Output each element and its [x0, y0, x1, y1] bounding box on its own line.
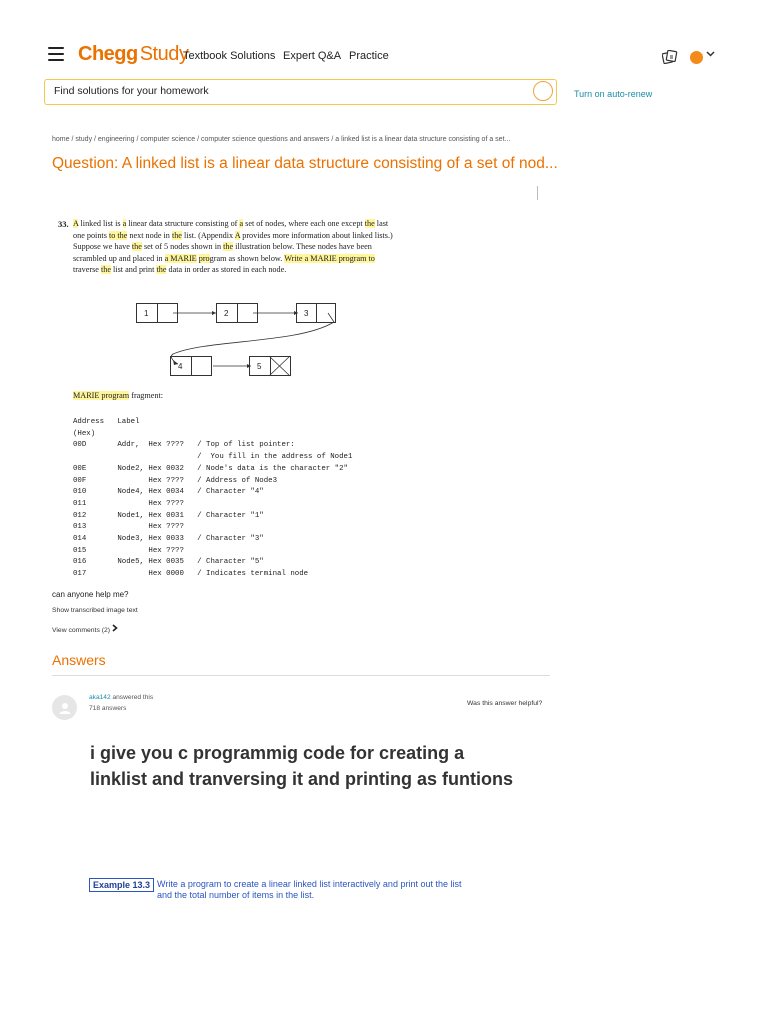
chevron-down-icon[interactable]: [706, 49, 715, 61]
code-line: 014 Node3, Hex 0033 / Character "3": [73, 535, 264, 544]
answerer-line: [89, 694, 153, 701]
view-comments-label: View comments (2): [52, 627, 111, 634]
cards-icon[interactable]: [662, 50, 678, 67]
answerer-username[interactable]: aka142: [89, 694, 111, 701]
example-text: Write a program to create a linear linked list interactively and print out the list and the total number of items in the list.: [157, 879, 462, 900]
answerer-avatar[interactable]: [52, 695, 77, 720]
chegg-study-logo[interactable]: [78, 43, 188, 66]
divider: [52, 675, 550, 676]
marie-program-label: MARIE program: [73, 391, 130, 400]
marie-fragment-suffix: fragment:: [129, 391, 164, 400]
code-line: 015 Hex ????: [73, 546, 184, 555]
question-image: [58, 214, 404, 586]
code-line: 011 Hex ????: [73, 499, 184, 508]
node-4-value: 4: [178, 362, 183, 371]
code-line: 00D Addr, Hex ???? / Top of list pointer:: [73, 441, 295, 450]
nav-textbook-solutions[interactable]: Textbook Solutions: [183, 50, 276, 62]
node-5: [249, 356, 291, 376]
code-line: 00F Hex ???? / Address of Node3: [73, 476, 278, 485]
node-1-value: 1: [144, 309, 149, 318]
node-4: [170, 356, 212, 376]
code-line: / You fill in the address of Node1: [73, 453, 353, 462]
search-bar[interactable]: [44, 79, 557, 105]
show-transcribed-link[interactable]: Show transcribed image text: [52, 607, 138, 614]
divider: [537, 186, 538, 200]
code-line: 010 Node4, Hex 0034 / Character "4": [73, 488, 264, 497]
node-5-value: 5: [257, 362, 262, 371]
nav-practice[interactable]: Practice: [349, 50, 389, 62]
view-comments-link[interactable]: [52, 624, 118, 634]
code-line: 016 Node5, Hex 0035 / Character "5": [73, 558, 264, 567]
answerer-count: 718 answers: [89, 705, 127, 712]
search-input[interactable]: [54, 85, 504, 97]
node-3-value: 3: [304, 309, 309, 318]
question-number: 33.: [58, 219, 69, 229]
menu-icon[interactable]: [48, 47, 64, 61]
linked-list-diagram: [58, 214, 404, 386]
code-line: 00E Node2, Hex 0032 / Node's data is the character "2": [73, 464, 348, 473]
node-2-value: 2: [224, 309, 229, 318]
user-avatar[interactable]: [690, 51, 703, 64]
answers-heading: Answers: [52, 652, 106, 668]
code-header: Address Label (Hex): [73, 418, 140, 438]
code-line: 013 Hex ????: [73, 523, 184, 532]
question-text: A linked list is a linear data structure consisting of a set of nodes, where each one except the last one points to the next node in the list. (Appendix A provides more information about linked lists.) Suppose we have the set of 5 nodes shown in the illustration below. These nodes have been scrambled up and placed in a MARIE program as shown below. Write a MARIE program to traverse the list and print the data in order as stored in each node.: [73, 219, 395, 274]
code-line: 012 Node1, Hex 0031 / Character "1": [73, 511, 264, 520]
question-title: Question: A linked list is a linear data structure consisting of a set of nod...: [52, 155, 558, 172]
example-label: Example 13.3: [89, 878, 154, 892]
user-icon: [58, 701, 72, 715]
node-2: [216, 303, 258, 323]
answered-suffix: answered this: [110, 694, 154, 701]
marie-fragment-label: [73, 391, 163, 400]
node-1: [136, 303, 178, 323]
auto-renew-link[interactable]: Turn on auto-renew: [574, 89, 653, 99]
chevron-right-icon: [112, 624, 118, 632]
logo-product: Study: [139, 43, 189, 65]
search-icon[interactable]: [533, 81, 553, 101]
node-3: [296, 303, 336, 323]
question-ask-text: can anyone help me?: [52, 590, 129, 599]
marie-code: [73, 417, 352, 581]
logo-brand: Chegg: [78, 43, 138, 65]
nav-expert-qa[interactable]: Expert Q&A: [283, 50, 342, 62]
answer-helpful-prompt: Was this answer helpful?: [467, 700, 543, 707]
breadcrumb[interactable]: home / study / engineering / computer science / computer science questions and answers / a linked list is a linear data structure consisting of a set...: [52, 136, 511, 143]
answer-body: i give you c programmig code for creating a linklist and tranversing it and printing as funtions: [90, 743, 514, 789]
code-line: 017 Hex 0000 / Indicates terminal node: [73, 570, 309, 579]
